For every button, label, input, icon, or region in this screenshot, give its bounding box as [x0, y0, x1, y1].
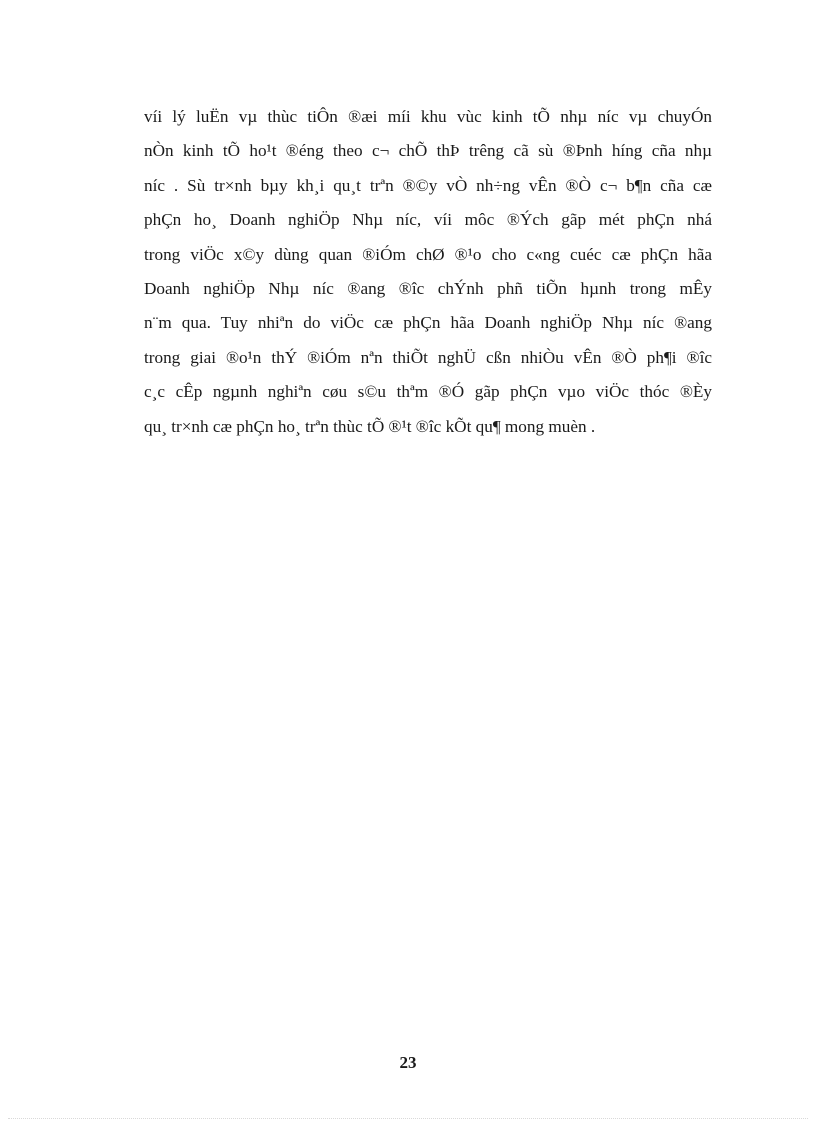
- text-line-3: níc . Sù tr×nh bµy kh¸i qu¸t trªn ®©y vÒ nh÷ng vÊn ®Ò c¬ b¶n cña cæ: [144, 175, 712, 195]
- page-bottom-border: [8, 1118, 808, 1119]
- text-line-8: trong giai ®o¹n thÝ ®iÓm nªn thiÕt nghÜ cßn nhiÒu vÊn ®Ò ph¶i ®îc: [144, 347, 712, 367]
- text-line-5: trong viÖc x©y dùng quan ®iÓm chØ ®¹o cho c«ng cuéc cæ phÇn hãa: [144, 244, 712, 264]
- text-line-4: phÇn ho¸ Doanh nghiÖp Nhµ níc, víi môc ®Ých gãp mét phÇn nhá: [144, 210, 712, 230]
- body-paragraph: [144, 100, 712, 444]
- text-line-10: qu¸ tr×nh cæ phÇn ho¸ trªn thùc tÕ ®¹t ®îc kÕt qu¶ mong muèn .: [144, 416, 596, 436]
- text-line-1: víi lý luËn vµ thùc tiÔn ®æi míi khu vùc kinh tÕ nhµ níc vµ chuyÓn: [144, 107, 712, 126]
- text-line-6: Doanh nghiÖp Nhµ níc ®ang ®îc chÝnh phñ tiÕn hµnh trong mÊy: [144, 278, 712, 298]
- text-line-2: nÒn kinh tÕ ho¹t ®éng theo c¬ chÕ thÞ trêng cã sù ®Þnh híng cña nhµ: [144, 141, 712, 161]
- text-line-7: n¨m qua. Tuy nhiªn do viÖc cæ phÇn hãa Doanh nghiÖp Nhµ níc ®ang: [144, 313, 712, 333]
- text-line-9: c¸c cÊp ngµnh nghiªn cøu s©u thªm ®Ó gãp phÇn vµo viÖc thóc ®Èy: [144, 382, 712, 402]
- page-number: 23: [399, 1053, 417, 1072]
